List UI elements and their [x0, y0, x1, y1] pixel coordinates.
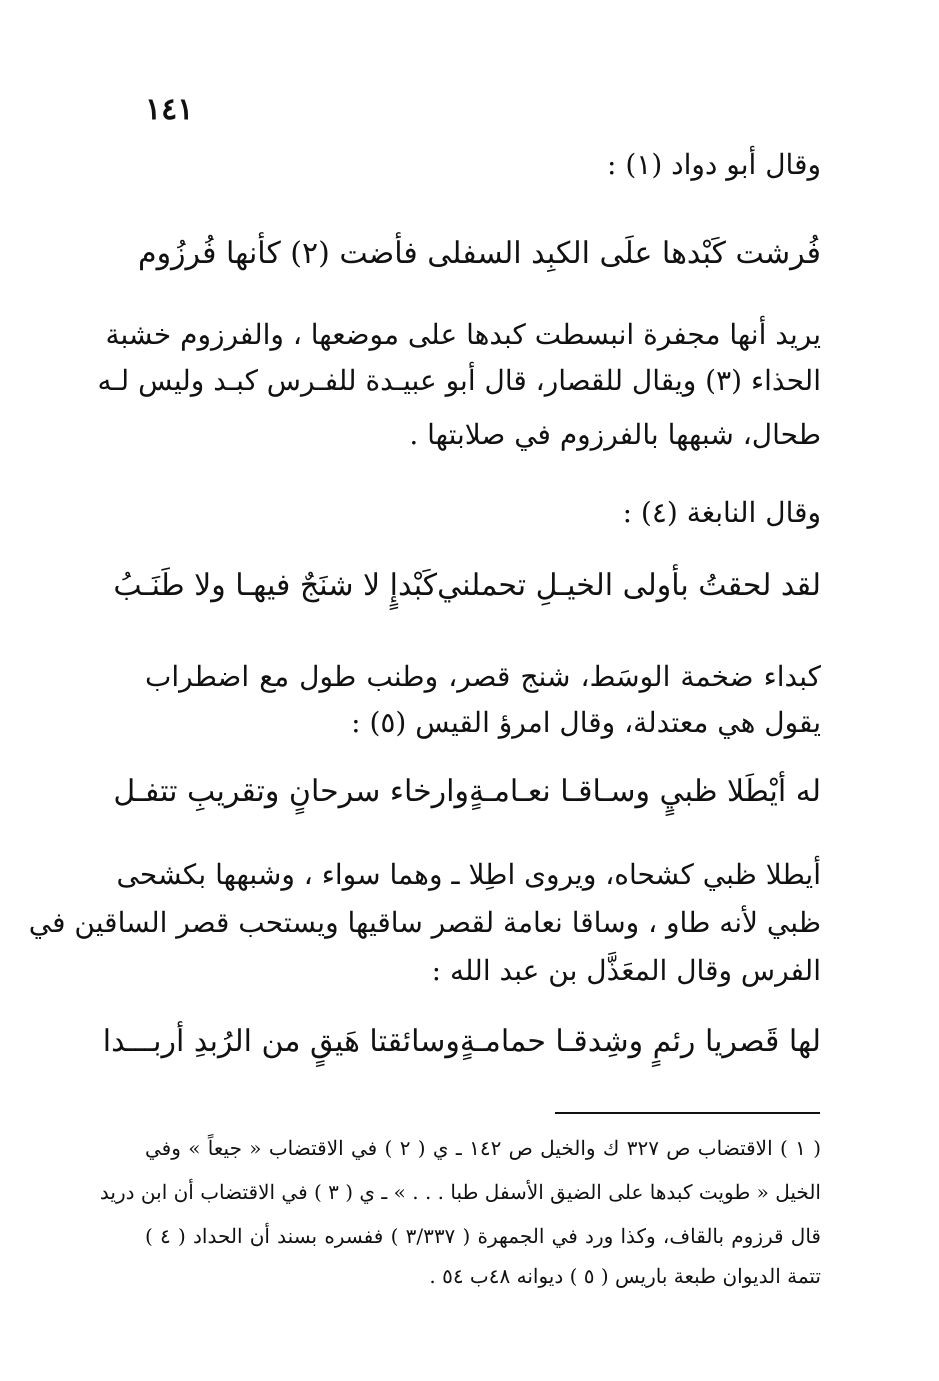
- paragraph-3-line-3: الفرس وقال المعَذَّل بن عبد الله :: [431, 954, 821, 987]
- verse-4-second-hemistich: وسائقتا هَيقٍ من الرُبدِ أربـــدا: [102, 1024, 460, 1059]
- page-number: ١٤١: [145, 92, 194, 127]
- verse-3-first-hemistich: له أيْطَلا ظبيٍ وسـاقـا نعـامـةٍ: [468, 774, 821, 809]
- verse-line-3: [113, 774, 821, 809]
- verse-line-2: [113, 568, 821, 603]
- footnote-line-3: قال قرزوم بالقاف، وكذا ورد في الجمهرة ( ٣/٣٣٧ ) ففسره بسند أن الحداد ( ٤ ): [145, 1224, 821, 1248]
- footnote-line-1: ( ١ ) الاقتضاب ص ٣٢٧ ك والخيل ص ١٤٢ ـ ي ( ٢ ) في الاقتضاب « جيعاً » وفي: [145, 1136, 821, 1160]
- verse-2-second-hemistich: كَبْدإٍ لا شنَجٌ فيهـا ولا طَنَـبُ: [113, 568, 438, 603]
- footnote-divider: [555, 1112, 820, 1114]
- footnote-line-4: تتمة الديوان طبعة باريس ( ٥ ) ديوانه ٤٨ب ٥٤ .: [429, 1264, 821, 1288]
- paragraph-3-line-2: ظبي لأنه طاو ، وساقا نعامة لقصر ساقيها ويستحب قصر الساقين في: [28, 906, 821, 939]
- paragraph-2-line-2: يقول هي معتدلة، وقال امرؤ القيس (٥) :: [351, 706, 821, 739]
- intro-abu-duad: وقال أبو دواد (١) :: [607, 148, 821, 181]
- verse-line-1: فُرشت كَبْدها علَى الكبِد السفلى فأضت (٢) كأنها فُرزُوم: [138, 236, 821, 271]
- verse-4-first-hemistich: لها قَصريا رئمٍ وشِدقـا حمامـةٍ: [459, 1024, 821, 1059]
- verse-2-first-hemistich: لقد لحقتُ بأولى الخيـلِ تحملني: [437, 568, 821, 603]
- intro-nabigha: وقال النابغة (٤) :: [622, 496, 821, 529]
- paragraph-1-line-3: طحال، شبهها بالفرزوم في صلابتها .: [409, 418, 821, 451]
- verse-3-second-hemistich: وارخاء سرحانٍ وتقريبِ تتفـل: [113, 774, 469, 809]
- paragraph-1-line-2: الحذاء (٣) ويقال للقصار، قال أبو عبيـدة للفـرس كبـد وليس لـه: [97, 364, 821, 397]
- footnote-line-2: الخيل « طويت كبدها على الضيق الأسفل طبا . . . » ـ ي ( ٣ ) في الاقتضاب أن ابن دريد: [99, 1180, 821, 1204]
- verse-line-4: [102, 1024, 821, 1059]
- paragraph-2-line-1: كبداء ضخمة الوسَط، شنج قصر، وطنب طول مع اضطراب: [145, 660, 821, 693]
- paragraph-3-line-1: أيطلا ظبي كشحاه، ويروى اطِلا ـ وهما سواء ، وشبهها بكشحى: [116, 858, 821, 891]
- paragraph-1-line-1: يريد أنها مجفرة انبسطت كبدها على موضعها ، والفرزوم خشبة: [105, 318, 821, 351]
